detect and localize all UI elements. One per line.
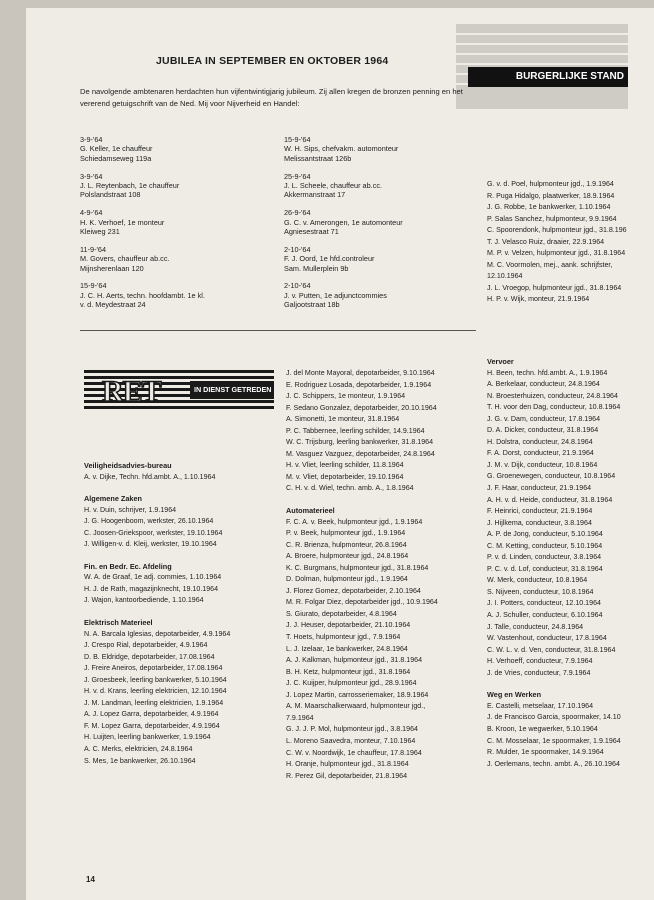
list-item: M. v. Vliet, depotarbeider, 19.10.1964 <box>286 472 404 481</box>
list-item: A. C. Merks, elektricien, 24.8.1964 <box>84 745 193 754</box>
list-item: J. L. Vroegop, hulpmonteur jgd., 31.8.1964 <box>487 283 622 292</box>
list-item: J. Willigen-v. d. Kleij, werkster, 19.10.1964 <box>84 540 217 549</box>
list-item: D. Dolman, hulpmonteur jgd., 1.9.1964 <box>286 575 408 584</box>
list-item: S. Nijveen, conducteur, 10.8.1964 <box>487 587 594 596</box>
list-item: W. A. de Graaf, 1e adj. commies, 1.10.1964 <box>84 573 222 582</box>
list-item: H. Luijten, leerling bankwerker, 1.9.1964 <box>84 733 211 742</box>
list-item: J. M. Landman, leerling elektricien, 1.9.1964 <box>84 698 224 707</box>
list-item: 12.10.1964 <box>487 272 523 281</box>
list-item: C. Joosen-Griekspoor, werkster, 19.10.1964 <box>84 528 223 537</box>
list-item: T. J. Velasco Ruiz, draaier, 22.9.1964 <box>487 237 605 246</box>
list-item: H. Verhoeff, conducteur, 7.9.1964 <box>487 657 593 666</box>
list-item: R. Puga Hidalgo, plaatwerker, 18.9.1964 <box>487 191 615 200</box>
list-item: J. G. Robbe, 1e bankwerker, 1.10.1964 <box>487 203 611 212</box>
jubileum-name: G. C. v. Amerongen, 1e automonteur <box>284 217 403 227</box>
list-item: A. v. Dijke, Techn. hfd.ambt. A., 1.10.1964 <box>84 472 216 481</box>
jubileum-date: 4-9-'64 <box>80 208 103 218</box>
jubileum-date: 15-9-'64 <box>80 281 107 291</box>
section-heading: Weg en Werken <box>487 690 542 700</box>
jubileum-entry <box>80 135 205 163</box>
list-item: B. Kroon, 1e wegwerker, 5.10.1964 <box>487 724 598 733</box>
jubileum-date: 3-9-'64 <box>80 171 103 181</box>
list-item: M. P. v. Velzen, hulpmonteur jgd., 31.8.1964 <box>487 249 626 258</box>
jubilea-left-list <box>80 135 205 318</box>
column-2 <box>286 368 438 782</box>
jubileum-name: J. C. H. Aerts, techn. hoofdambt. 1e kl. <box>80 290 205 300</box>
list-item: J. Crespo Rial, depotarbeider, 4.9.1964 <box>84 641 208 650</box>
list-item: J. Hijlkema, conducteur, 3.8.1964 <box>487 518 592 527</box>
list-item: H. v. Duin, schrijver, 1.9.1964 <box>84 505 177 514</box>
list-item: E. Rodriguez Losada, depotarbeider, 1.9.1964 <box>286 380 432 389</box>
banner-label: BURGERLIJKE STAND <box>468 67 628 87</box>
list-item: J. Groesbeek, leerling bankwerker, 5.10.1964 <box>84 675 227 684</box>
list-item: P. v. Beek, hulpmonteur jgd., 1.9.1964 <box>286 529 406 538</box>
jubileum-address: Kleiweg 231 <box>80 227 120 237</box>
list-item: C. M. Mosselaar, 1e spoormaker, 1.9.1964 <box>487 736 621 745</box>
section-heading: Elektrisch Materieel <box>84 618 153 628</box>
list-item: J. M. v. Dijk, conducteur, 10.8.1964 <box>487 460 598 469</box>
list-item: C. W. L. v. d. Ven, conducteur, 31.8.1964 <box>487 645 616 654</box>
jubileum-entry <box>284 135 403 163</box>
list-item: H. J. de Rath, magazijnknecht, 19.10.1964 <box>84 584 219 593</box>
list-item: G. Groenewegen, conducteur, 10.8.1964 <box>487 472 616 481</box>
section-divider <box>80 330 476 331</box>
list-item: J. Wajon, kantoorbediende, 1.10.1964 <box>84 596 204 605</box>
top-right-list <box>487 179 627 306</box>
jubileum-date: 11-9-'64 <box>80 244 107 254</box>
list-item: A. Broere, hulpmonteur jgd., 24.8.1964 <box>286 552 409 561</box>
list-item: F. A. Dorst, conducteur, 21.9.1964 <box>487 449 594 458</box>
jubileum-entry <box>284 281 403 309</box>
list-item: B. H. Ketz, hulpmonteur jgd., 31.8.1964 <box>286 667 411 676</box>
list-item: C. M. Ketting, conducteur, 5.10.1964 <box>487 541 603 550</box>
list-item: S. Mes, 1e bankwerker, 26.10.1964 <box>84 756 196 765</box>
jubileum-date: 26-9-'64 <box>284 208 311 218</box>
list-item: R. Mulder, 1e spoormaker, 14.9.1964 <box>487 748 604 757</box>
jubilea-right-list <box>284 135 403 318</box>
jubileum-address: v. d. Meydestraat 24 <box>80 300 146 310</box>
jubileum-address: Schiedamseweg 119a <box>80 153 152 163</box>
jubileum-name: M. Govers, chauffeur ab.cc. <box>80 254 170 264</box>
list-item: A. H. v. d. Heide, conducteur, 31.8.1964 <box>487 495 613 504</box>
jubileum-address: Galjootstraat 18b <box>284 300 340 310</box>
jubileum-date: 25-9-'64 <box>284 171 311 181</box>
jubileum-name: J. L. Scheele, chauffeur ab.cc. <box>284 181 383 191</box>
list-item: J. G. Hoogenboom, werkster, 26.10.1964 <box>84 517 214 526</box>
jubileum-address: Agniesestraat 71 <box>284 227 339 237</box>
list-item: A. P. de Jong, conducteur, 5.10.1964 <box>487 530 603 539</box>
list-item: J. de Francisco Garcia, spoormaker, 14.10 <box>487 713 621 722</box>
jubileum-address: Akkermanstraat 17 <box>284 190 346 200</box>
jubileum-entry <box>80 208 205 236</box>
jubileum-name: F. J. Oord, 1e hfd.controleur <box>284 254 375 264</box>
section-gap <box>84 551 230 561</box>
list-item: P. v. d. Linden, conducteur, 3.8.1964 <box>487 553 602 562</box>
list-item: T. Hoets, hulpmonteur jgd., 7.9.1964 <box>286 633 401 642</box>
jubileum-name: H. K. Verhoef, 1e monteur <box>80 217 165 227</box>
jubileum-name: J. v. Putten, 1e adjunctcommies <box>284 290 387 300</box>
list-item: P. C. Tabbernee, leerling schilder, 14.9.1964 <box>286 426 425 435</box>
section-heading: Automaterieel <box>286 506 335 516</box>
list-item: F. Heinrici, conducteur, 21.9.1964 <box>487 507 593 516</box>
jubileum-address: Polslandstraat 108 <box>80 190 141 200</box>
list-item: M. R. Folgar Diez, depotarbeider jgd., 10.9.1964 <box>286 598 438 607</box>
jubileum-name: J. L. Reytenbach, 1e chauffeur <box>80 181 180 191</box>
list-item: W. C. Trijsburg, leerling bankwerker, 31.8.1964 <box>286 438 434 447</box>
list-item: J. C. Schippers, 1e monteur, 1.9.1964 <box>286 392 406 401</box>
list-item: K. C. Burgmans, hulpmonteur jgd., 31.8.1964 <box>286 563 429 572</box>
list-item: H. v. Vliet, leerling schilder, 11.8.1964 <box>286 461 404 470</box>
jubileum-name: G. Keller, 1e chauffeur <box>80 144 153 154</box>
list-item: A. J. Schuller, conducteur, 6.10.1964 <box>487 611 603 620</box>
list-item: E. Castelli, metselaar, 17.10.1964 <box>487 701 594 710</box>
section-heading: Vervoer <box>487 357 514 366</box>
list-item: J. J. Heuser, depotarbeider, 21.10.1964 <box>286 621 411 630</box>
list-item: P. C. v. d. Lof, conducteur, 31.8.1964 <box>487 564 603 573</box>
list-item: J. I. Potters, conducteur, 12.10.1964 <box>487 599 601 608</box>
list-item: J. de Vries, conducteur, 7.9.1964 <box>487 668 591 677</box>
list-item: J. Lopez Martin, carrosseriemaker, 18.9.1964 <box>286 690 429 699</box>
list-item: J. Freire Aneiros, depotarbeider, 17.08.1964 <box>84 664 223 673</box>
list-item: A. Berkelaar, conducteur, 24.8.1964 <box>487 380 600 389</box>
list-item: R. Perez Gil, depotarbeider, 21.8.1964 <box>286 771 408 780</box>
list-item: J. Florez Gomez, depotarbeider, 2.10.1964 <box>286 586 421 595</box>
jubileum-address: Sam. Mullerplein 9b <box>284 263 349 273</box>
jubileum-address: Melissantstraat 126b <box>284 153 352 163</box>
list-item: M. C. Voormolen, mej., aank. schrijfster, <box>487 260 613 269</box>
list-item: F. C. A. v. Beek, hulpmonteur jgd., 1.9.1964 <box>286 517 423 526</box>
list-item: D. A. Dicker, conducteur, 31.8.1964 <box>487 426 599 435</box>
list-item: T. H. voor den Dag, conducteur, 10.8.1964 <box>487 403 621 412</box>
list-item: S. Giurato, depotarbeider, 4.8.1964 <box>286 609 397 618</box>
list-item: J. C. Kuijper, hulpmonteur jgd., 28.9.1964 <box>286 679 417 688</box>
list-item: A. J. Kalkman, hulpmonteur jgd., 31.8.1964 <box>286 656 423 665</box>
list-item: L. J. Izelaar, 1e bankwerker, 24.8.1964 <box>286 644 408 653</box>
list-item: J. G. v. Dam, conducteur, 17.8.1964 <box>487 414 601 423</box>
list-item: C. H. v. d. Wiel, techn. amb. A., 1.8.1964 <box>286 484 414 493</box>
section-gap <box>84 483 230 493</box>
section-heading: Algemene Zaken <box>84 494 142 504</box>
jubileum-date: 2-10-'64 <box>284 244 311 254</box>
column-1 <box>84 460 230 767</box>
list-item: M. Vasguez Vazguez, depotarbeider, 24.8.1964 <box>286 449 435 458</box>
jubileum-name: W. H. Sips, chefvakm. automonteur <box>284 144 399 154</box>
list-item: H. Been, techn. hfd.ambt. A., 1.9.1964 <box>487 368 608 377</box>
list-item: G. J. J. P. Mol, hulpmonteur jgd., 3.8.1964 <box>286 725 418 734</box>
list-item: C. W. v. Noordwijk, 1e chauffeur, 17.8.1964 <box>286 748 422 757</box>
jubileum-date: 3-9-'64 <box>80 135 103 144</box>
jubileum-entry <box>80 245 205 273</box>
jubileum-entry <box>284 208 403 236</box>
page-title: JUBILEA IN SEPTEMBER EN OKTOBER 1964 <box>156 55 389 67</box>
column-3 <box>487 356 621 770</box>
jubileum-entry <box>80 172 205 200</box>
section-gap <box>487 679 621 689</box>
section-heading: Veiligheidsadvies-bureau <box>84 461 172 470</box>
list-item: C. Spoorendonk, hulpmonteur jgd., 31.8.196 <box>487 226 627 235</box>
list-item: C. R. Brienza, hulpmonteur, 26.8.1964 <box>286 540 407 549</box>
jubileum-entry <box>80 281 205 309</box>
intro-text: De navolgende ambtenaren herdachten hun vijfentwintigjarig jubileum. Zij allen kregen de bronzen penning en het vererend getuigschrift van de Ned. Mij voor Nijverheid en Handel: <box>80 87 463 108</box>
list-item: G. v. d. Poel, hulpmonteur jgd., 1.9.1964 <box>487 180 614 188</box>
list-item: N. A. Barcala Iglesias, depotarbeider, 4.9.1964 <box>84 629 231 638</box>
list-item: H. P. v. Wijk, monteur, 21.9.1964 <box>487 295 590 304</box>
list-item: D. B. Eldridge, depotarbeider, 17.08.1964 <box>84 652 215 661</box>
list-item: F. Sedano Gonzalez, depotarbeider, 20.10.1964 <box>286 403 437 412</box>
list-item: N. Broesterhuizen, conducteur, 24.8.1964 <box>487 391 618 400</box>
list-item: 7.9.1964 <box>286 713 314 722</box>
list-item: A. M. Maarschalkerwaard, hulpmonteur jgd., <box>286 702 426 711</box>
list-item: H. v. d. Krans, leerling elektricien, 12.10.1964 <box>84 687 227 696</box>
list-item: H. Oranje, hulpmonteur jgd., 31.8.1964 <box>286 760 409 769</box>
list-item: J. Oerlemans, techn. ambt. A., 26.10.1964 <box>487 759 620 768</box>
list-item: L. Moreno Saavedra, monteur, 7.10.1964 <box>286 736 416 745</box>
jubileum-entry <box>284 172 403 200</box>
list-item: H. Dolstra, conducteur, 24.8.1964 <box>487 437 593 446</box>
jubileum-date: 15-9-'64 <box>284 135 311 144</box>
page-number: 14 <box>86 875 95 884</box>
jubileum-entry <box>284 245 403 273</box>
list-item: J. Talle, conducteur, 24.8.1964 <box>487 622 584 631</box>
section-gap <box>286 495 438 505</box>
section-gap <box>84 607 230 617</box>
list-item: A. Simonetti, 1e monteur, 31.8.1964 <box>286 415 400 424</box>
list-item: A. J. Lopez Garra, depotarbeider, 4.9.1964 <box>84 710 219 719</box>
list-item: J. del Monte Mayoral, depotarbeider, 9.10.1964 <box>286 369 435 377</box>
ret-banner-label: IN DIENST GETREDEN <box>194 385 272 394</box>
jubileum-address: Mijnsherenlaan 120 <box>80 263 144 273</box>
list-item: W. Vastenhout, conducteur, 17.8.1964 <box>487 634 607 643</box>
list-item: J. F. Haar, conducteur, 21.9.1964 <box>487 484 592 493</box>
list-item: P. Salas Sanchez, hulpmonteur, 9.9.1964 <box>487 214 617 223</box>
list-item: F. M. Lopez Garra, depotarbeider, 4.9.1964 <box>84 721 220 730</box>
list-item: W. Merk, conducteur, 10.8.1964 <box>487 576 588 585</box>
ret-logo-text: RET <box>102 375 161 408</box>
section-heading: Fin. en Bedr. Ec. Afdeling <box>84 561 172 571</box>
jubileum-date: 2-10-'64 <box>284 281 311 291</box>
